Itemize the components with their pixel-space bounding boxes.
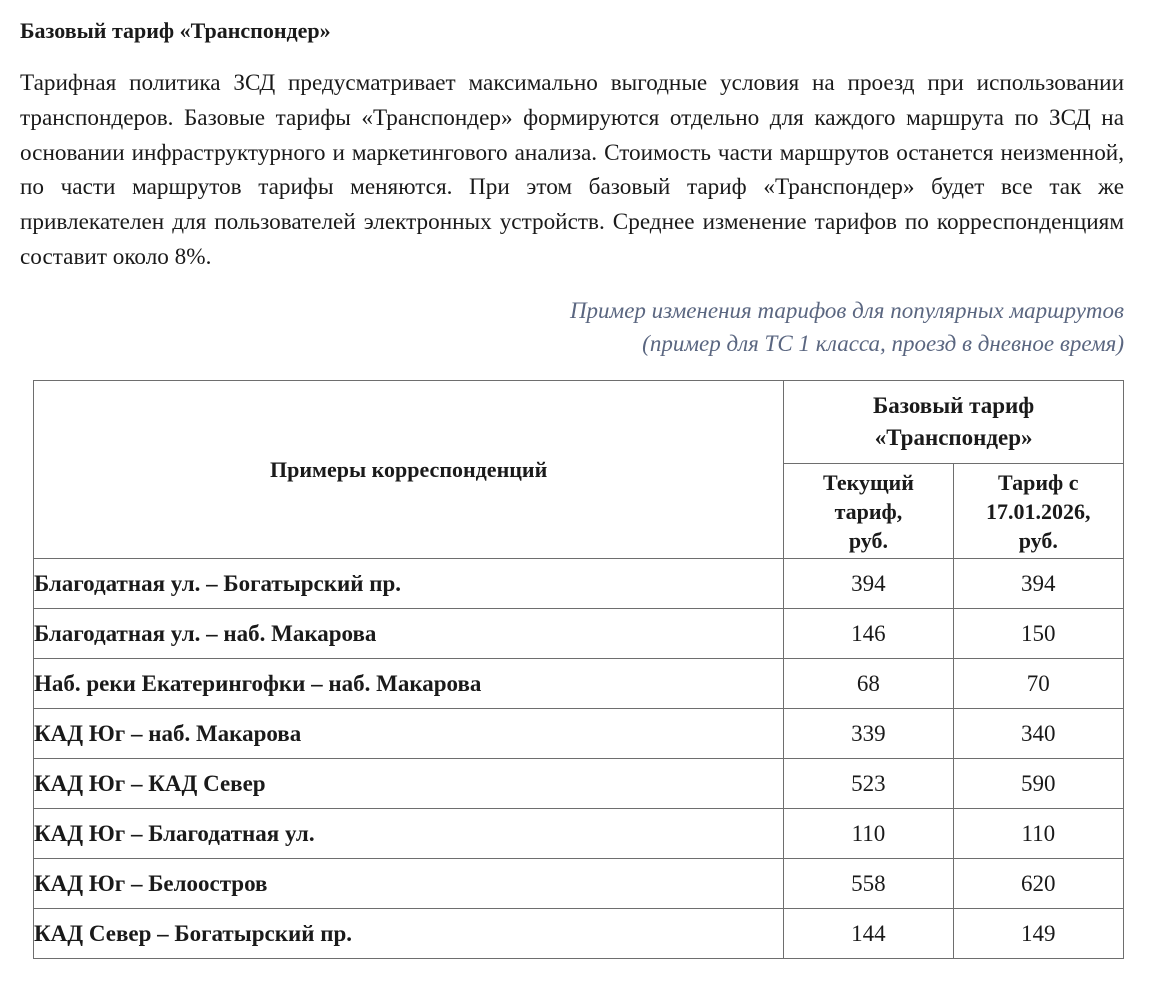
header-new-line: Тариф с <box>998 469 1079 495</box>
header-current-line: Текущий <box>822 469 914 495</box>
table-row <box>34 759 1124 809</box>
new-tariff-cell: 150 <box>953 609 1123 659</box>
header-new-tariff <box>953 464 1123 559</box>
table-row <box>34 559 1124 609</box>
route-cell: КАД Юг – Белоостров <box>34 859 784 909</box>
route-cell: КАД Юг – Благодатная ул. <box>34 809 784 859</box>
header-base-tariff-line-1: Базовый тариф <box>873 393 1035 418</box>
tariff-table <box>33 380 1124 959</box>
table-row <box>34 809 1124 859</box>
header-routes: Примеры корреспонденций <box>34 381 784 559</box>
caption-line-1: Пример изменения тарифов для популярных маршрутов <box>569 298 1124 323</box>
current-tariff-cell: 558 <box>784 859 953 909</box>
route-cell: Наб. реки Екатерингофки – наб. Макарова <box>34 659 784 709</box>
table-row <box>34 859 1124 909</box>
document-paragraph: Тарифная политика ЗСД предусматривает максимально выгодные условия на проезд при использовании транспондеров. Базовые тарифы «Транспондер» формируются отдельно для каждого маршрута по ЗСД на основании инфраструктурного и маркетингового анализа. Стоимость части маршрутов останется неизменной, по части маршрутов тарифы меняются. При этом базовый тариф «Транспондер» будет все так же привлекателен для пользователей электронных устройств. Среднее изменение тарифов по корреспонденциям составит около 8%. <box>20 70 1124 270</box>
current-tariff-cell: 144 <box>784 909 953 959</box>
new-tariff-cell: 394 <box>953 559 1123 609</box>
header-current-line: руб. <box>848 527 888 553</box>
header-base-tariff-line-2: «Транспондер» <box>874 425 1033 450</box>
new-tariff-cell: 620 <box>953 859 1123 909</box>
route-cell: КАД Север – Богатырский пр. <box>34 909 784 959</box>
header-base-tariff <box>784 381 1124 464</box>
current-tariff-cell: 110 <box>784 809 953 859</box>
table-row <box>34 659 1124 709</box>
current-tariff-cell: 339 <box>784 709 953 759</box>
caption-line-2: (пример для ТС 1 класса, проезд в дневное время) <box>642 331 1124 356</box>
document-title: Базовый тариф «Транспондер» <box>20 18 331 43</box>
header-current-line: тариф, <box>834 498 903 524</box>
current-tariff-cell: 523 <box>784 759 953 809</box>
new-tariff-cell: 340 <box>953 709 1123 759</box>
route-cell: Благодатная ул. – Богатырский пр. <box>34 559 784 609</box>
current-tariff-cell: 68 <box>784 659 953 709</box>
new-tariff-cell: 110 <box>953 809 1123 859</box>
new-tariff-cell: 149 <box>953 909 1123 959</box>
current-tariff-cell: 394 <box>784 559 953 609</box>
table-row <box>34 909 1124 959</box>
table-caption <box>324 294 1124 360</box>
table-row <box>34 709 1124 759</box>
new-tariff-cell: 70 <box>953 659 1123 709</box>
route-cell: КАД Юг – КАД Север <box>34 759 784 809</box>
current-tariff-cell: 146 <box>784 609 953 659</box>
new-tariff-cell: 590 <box>953 759 1123 809</box>
route-cell: КАД Юг – наб. Макарова <box>34 709 784 759</box>
route-cell: Благодатная ул. – наб. Макарова <box>34 609 784 659</box>
header-new-line: руб. <box>1018 527 1058 553</box>
header-new-line: 17.01.2026, <box>986 498 1091 524</box>
header-current-tariff <box>784 464 953 559</box>
table-row <box>34 609 1124 659</box>
